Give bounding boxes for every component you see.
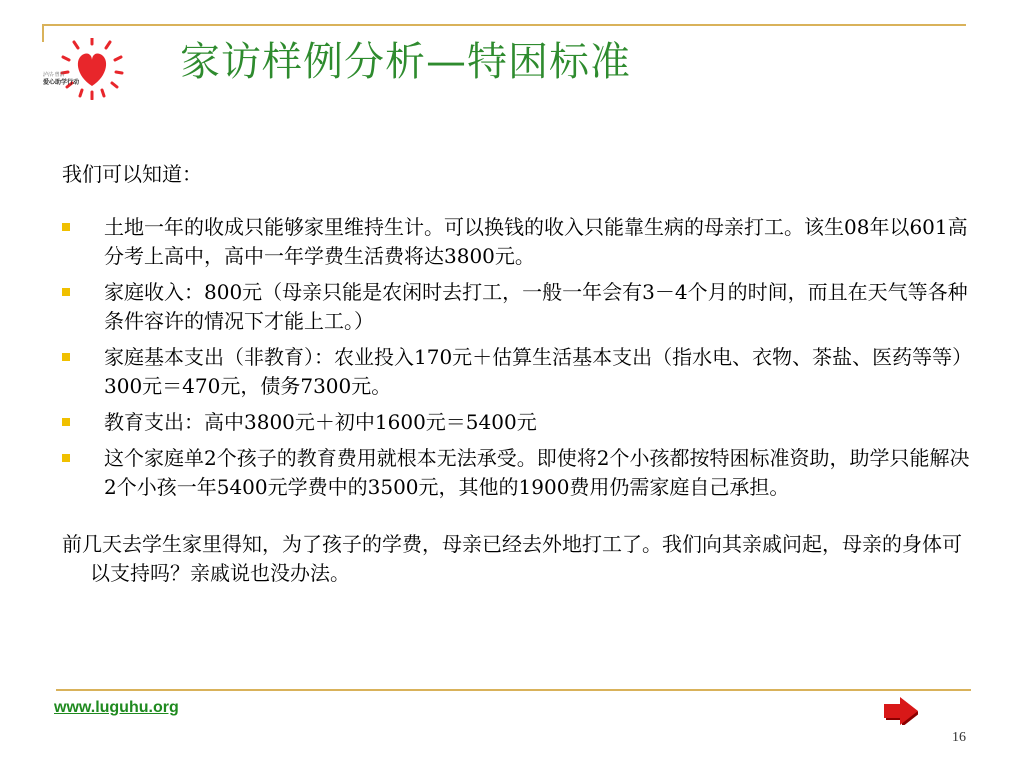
square-bullet-icon (62, 223, 70, 231)
next-slide-button[interactable] (884, 697, 918, 725)
sun-heart-logo-icon (42, 38, 128, 100)
square-bullet-icon (62, 288, 70, 296)
logo (42, 38, 128, 100)
logo-text-line2: 爱心助学行动 (43, 79, 80, 86)
intro-text: 我们可以知道： (62, 162, 202, 186)
bullet-text: 土地一年的收成只能够家里维持生计。可以换钱的收入只能靠生病的母亲打工。该生08年以601高分考上高中，高中一年学费生活费将达3800元。 (104, 215, 968, 268)
logo-text-line1: 泸沽·曾沽 (43, 72, 65, 78)
bullet-text: 家庭基本支出（非教育）：农业投入170元＋估算生活基本支出（指水电、衣物、茶盐、医药等等）300元＝470元，债务7300元。 (104, 345, 963, 398)
list-item (62, 343, 972, 401)
bullet-text: 家庭收入：800元（母亲只能是农闲时去打工，一般一年会有3－4个月的时间，而且在天气等各种条件容许的情况下才能上工。） (104, 280, 968, 333)
top-border-line (42, 24, 966, 26)
list-item (62, 213, 972, 271)
square-bullet-icon (62, 454, 70, 462)
bullet-list (62, 213, 972, 502)
page-number: 16 (952, 730, 966, 745)
list-item (62, 444, 972, 502)
closing-paragraph: 前几天去学生家里得知，为了孩子的学费，母亲已经去外地打工了。我们向其亲戚问起，母亲的身体可以支持吗？亲戚说也没办法。 (62, 532, 962, 585)
next-arrow-icon (884, 697, 918, 725)
footer-website-link[interactable]: www.luguhu.org (54, 699, 179, 716)
list-item (62, 278, 972, 336)
slide-title: 家访样例分析—特困标准 (180, 39, 631, 85)
list-item (62, 408, 972, 437)
square-bullet-icon (62, 353, 70, 361)
bullet-text: 这个家庭单2个孩子的教育费用就根本无法承受。即使将2个小孩都按特困标准资助，助学只能解决2个小孩一年5400元学费中的3500元，其他的1900费用仍需家庭自己承担。 (104, 446, 970, 499)
bullet-text: 教育支出：高中3800元＋初中1600元＝5400元 (104, 410, 537, 434)
square-bullet-icon (62, 418, 70, 426)
bottom-border-line (56, 689, 971, 691)
slide-content (62, 160, 972, 608)
